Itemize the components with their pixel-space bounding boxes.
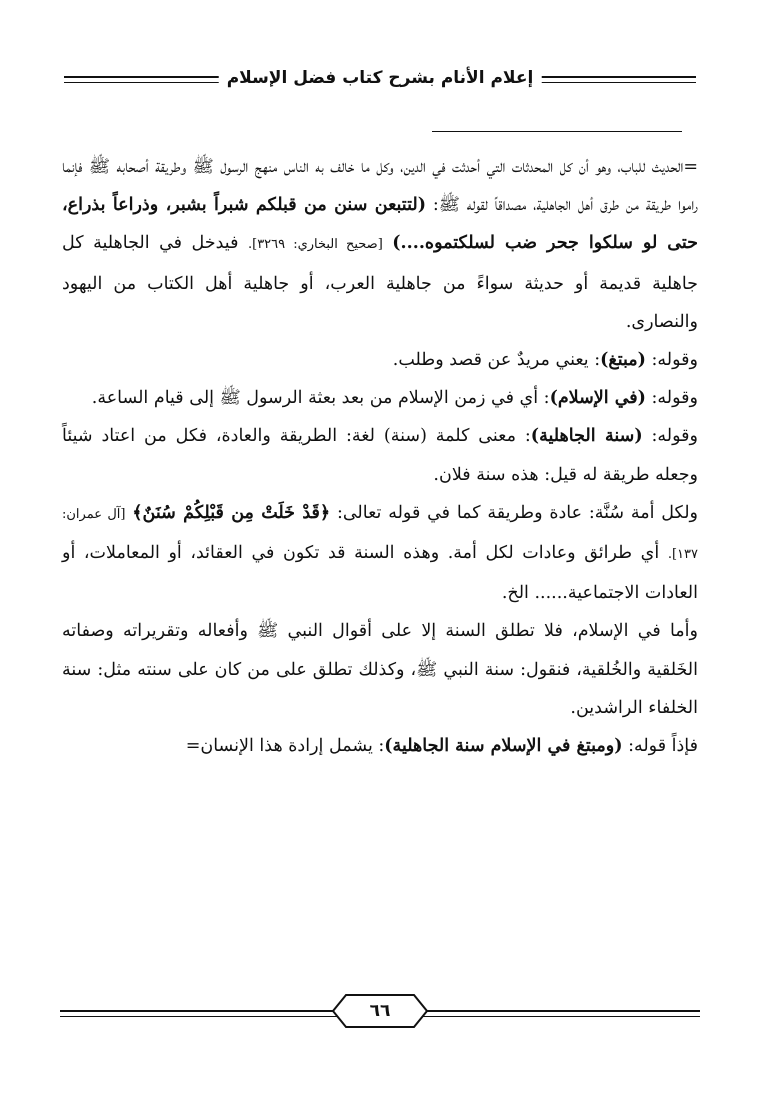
paragraph-5: ولكل أمة سُنَّة: عادة وطريقة كما في قوله تعالى: ﴿قَدْ خَلَتْ مِن قَبْلِكُمْ سُنَنٌ﴾ [آل عمران: ١٣٧]. أي طرائق وعادات لكل أمة. وهذه السنة قد تكون في العقائد، أو المعاملات، أو العادات الاجتماعية...... الخ. (62, 502, 698, 604)
footnote-separator-rule (432, 131, 682, 132)
page-footer (60, 988, 700, 1038)
page-header (64, 66, 696, 96)
hadith-quote: (لتتبعن سنن من قبلكم شبراً بشبر، وذراعاً بذراع، حتى لو سلكوا جحر ضب لسلكتموه....) (62, 195, 698, 254)
quran-verse: ﴿قَدْ خَلَتْ مِن قَبْلِكُمْ سُنَنٌ﴾ (132, 502, 331, 523)
page-body (62, 148, 698, 765)
page-number-frame (332, 994, 428, 1028)
verse-reference: [آل عمران: ١٣٧]. (62, 506, 698, 563)
paragraph-1: =الحديث للباب، وهو أن كل المحدثات التي أحدثت في الدين، وكل ما خالف به الناس منهج الرسول ﷺ وطريقة أصحابه ﷺ فإنما راموا طريقة من طرق أهل الجاهلية، مصداقاً لقوله ﷺ: (لتتبعن سنن من قبلكم شبراً بشبر، وذراعاً بذراع، حتى لو سلكوا جحر ضب لسلكتموه....) [صحيح البخاري: ٣٢٦٩]. فيدخل في الجاهلية كل جاهلية قديمة أو حديثة سواءً من جاهلية العرب، أو جاهلية أهل الكتاب من اليهود والنصارى. (62, 157, 698, 332)
paragraph-4: وقوله: (سنة الجاهلية): معنى كلمة (سنة) لغة: الطريقة والعادة، فكل من اعتاد شيئاً وجعله طريقة له قيل: هذه سنة فلان. (62, 426, 698, 485)
paragraph-6: وأما في الإسلام، فلا تطلق السنة إلا على أقوال النبي ﷺ وأفعاله وتقريراته وصفاته الخَلقية والخُلقية، فنقول: سنة النبي ﷺ، وكذلك تطلق على من كان على سنته مثل: سنة الخلفاء الراشدين. (62, 621, 698, 718)
paragraph-2: وقوله: (مبتغ): يعني مريدٌ عن قصد وطلب. (392, 350, 698, 371)
book-title: إعلام الأنام بشرح كتاب فضل الإسلام (219, 68, 542, 88)
paragraph-3: وقوله: (في الإسلام): أي في زمن الإسلام من بعد بعثة الرسول ﷺ إلى قيام الساعة. (91, 388, 698, 409)
paragraph-7: فإذاً قوله: (ومبتغ في الإسلام سنة الجاهلية): يشمل إرادة هذا الإنسان= (185, 736, 698, 757)
page-number: ٦٦ (369, 1001, 391, 1021)
hadith-reference: [صحيح البخاري: ٣٢٦٩]. (247, 237, 383, 253)
